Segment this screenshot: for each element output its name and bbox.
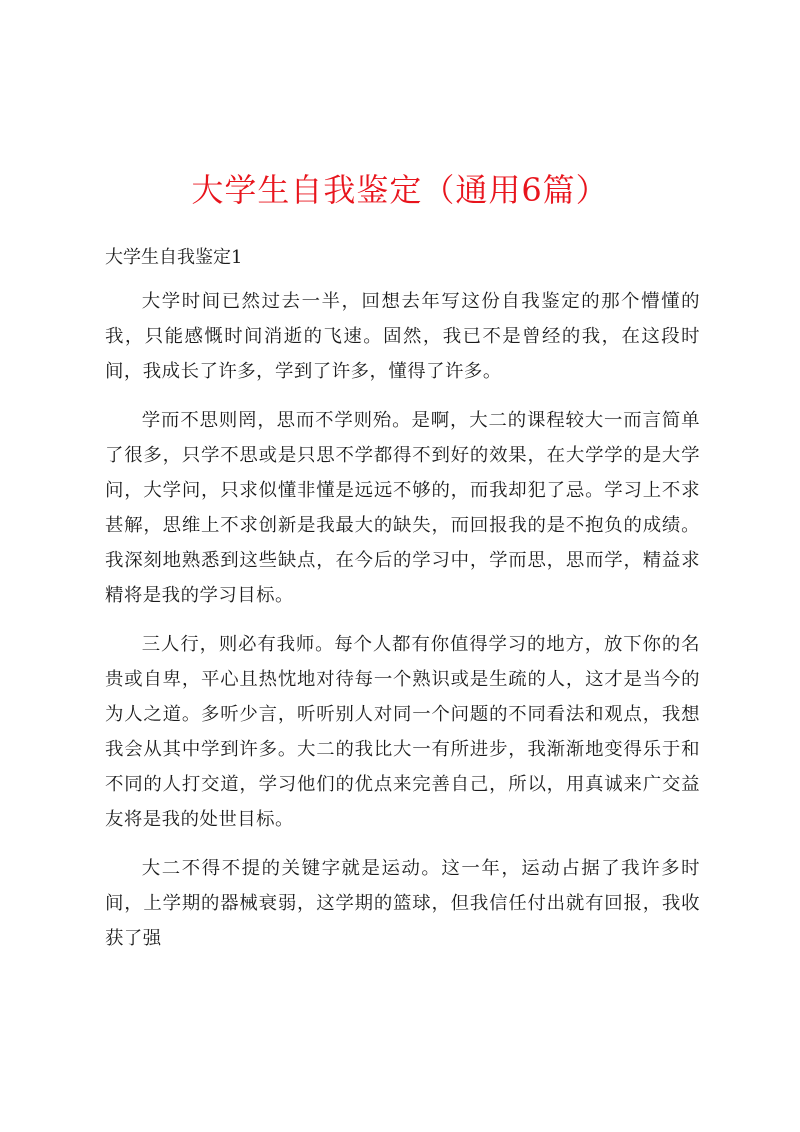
- paragraph: 大二不得不提的关键字就是运动。这一年，运动占据了我许多时间，上学期的器械衰弱，这学期的篮球，但我信任付出就有回报，我收获了强: [105, 858, 700, 949]
- paragraph: 三人行，则必有我师。每个人都有你值得学习的地方，放下你的名贵或自卑，平心且热忱地对待每一个熟识或是生疏的人，这才是当今的为人之道。多听少言，听听别人对同一个问题的不同看法和观点，我想我会从其中学到许多。大二的我比大一有所进步，我渐渐地变得乐于和不同的人打交道，学习他们的优点来完善自己，所以，用真诚来广交益友将是我的处世目标。: [105, 634, 700, 830]
- document-body: [105, 284, 700, 970]
- paragraph: 大学时间已然过去一半，回想去年写这份自我鉴定的那个懵懂的我，只能感慨时间消逝的飞速。固然，我已不是曾经的我，在这段时间，我成长了许多，学到了许多，懂得了许多。: [105, 291, 700, 382]
- paragraph: 学而不思则罔，思而不学则殆。是啊，大二的课程较大一而言简单了很多，只学不思或是只思不学都得不到好的效果，在大学学的是大学问，大学问，只求似懂非懂是远远不够的，而我却犯了忌。学习上不求甚解，思维上不求创新是我最大的缺失，而回报我的是不抱负的成绩。我深刻地熟悉到这些缺点，在今后的学习中，学而思，思而学，精益求精将是我的学习目标。: [105, 410, 700, 606]
- section-heading: 大学生自我鉴定1: [105, 247, 243, 268]
- document-title: 大学生自我鉴定（通用6篇）: [191, 171, 609, 209]
